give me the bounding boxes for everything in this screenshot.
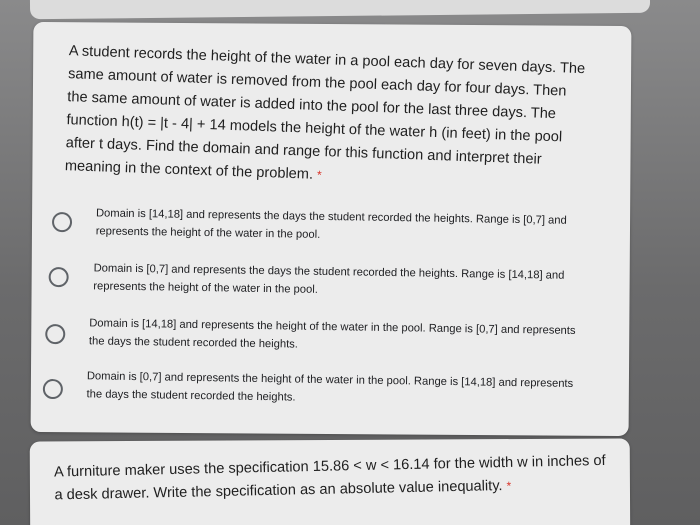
answer-options — [52, 202, 612, 404]
question-prompt — [64, 40, 588, 196]
question-card-absolute-value — [30, 438, 631, 525]
previous-question-card — [30, 0, 650, 19]
required-asterisk: * — [506, 478, 512, 493]
question-card-domain-range — [31, 22, 632, 436]
required-asterisk: * — [316, 167, 322, 183]
answer-option-label: Domain is [0,7] and represents the height of the water in the pool. Range is [14,18] and represents the days the student recorded the heights. — [86, 370, 574, 404]
radio-button[interactable] — [49, 267, 69, 287]
radio-button[interactable] — [52, 212, 72, 232]
answer-option-label: Domain is [14,18] and represents the height of the water in the pool. Range is [0,7] and represents the days the student recorded the heights. — [88, 317, 576, 351]
radio-button[interactable] — [45, 324, 65, 344]
question-text: A student records the height of the water in a pool each day for seven days. The same amount of water is removed from the pool each day for four days. Then the same amount of water is added into the pool for the last three days. The function h(t) = |t - 4| + 14 models the height of the water h (in feet) in the pool after t days. Find the domain and range for this function and interpret their meaning in the context of the problem. — [64, 43, 586, 183]
answer-option-label: Domain is [0,7] and represents the days the student recorded the heights. Range is [14,18] and represents the height of the water in the pool. — [93, 262, 565, 296]
radio-button[interactable] — [43, 379, 63, 399]
question-text: A furniture maker uses the specification 15.86 < w < 16.14 for the width w in inches of a desk drawer. Write the specification as an absolute value inequality. — [53, 452, 606, 504]
answer-option-label: Domain is [14,18] and represents the days the student recorded the heights. Range is [0,7] and represents the height of the water in the pool. — [95, 207, 567, 241]
question-prompt — [54, 450, 615, 508]
